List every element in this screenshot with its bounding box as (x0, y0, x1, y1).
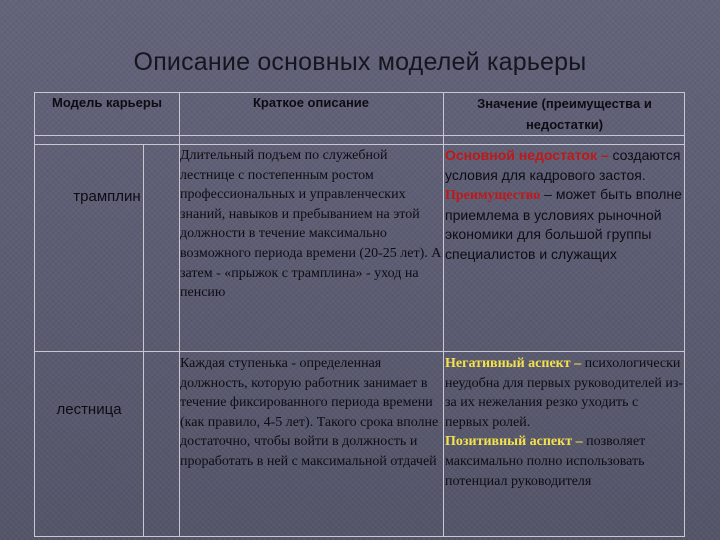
row-divider (35, 351, 684, 352)
header-divider (35, 135, 684, 136)
model-name-springboard: трамплин (73, 188, 141, 205)
header-description: Краткое описание (252, 95, 370, 110)
negative-label: Основной недостаток – (445, 147, 609, 163)
positive-text: – может быть вполне приемлема в условиях рыночной экономики для большой группы специалистов и служащих (445, 186, 682, 262)
negative-label: Негативный аспект – (445, 356, 582, 371)
positive-label: Преимущество (445, 188, 541, 204)
model-name-ladder: лестница (56, 401, 122, 418)
description-springboard: Длительный подъем по служебной лестнице с постепенным ростом профессиональных и управленческих знаний, навыков и пребыванием на этой должности в течение максимально возможного периода времени (20-25 лет). А затем - «прыжок с трамплина» - уход на пенсию (180, 148, 442, 301)
header-meaning: Значение (преимущества и недостатки) (477, 96, 652, 132)
negative-text: психологически неудобна для первых руководителей из-за их нежелания резко уходить с первых ролей. (445, 356, 684, 430)
column-divider-3 (443, 93, 444, 536)
description-ladder: Каждая ступенька - определенная должность, которую работник занимает в течение фиксированного периода времени (как правило, 4-5 лет). Такого срока вполне достаточно, чтобы войти в должность и проработать в ней с максимальной отдачей (180, 356, 439, 469)
header-divider-inner (35, 144, 684, 145)
header-model: Модель карьеры (52, 95, 162, 110)
negative-text: создаются условия для кадрового застоя. (445, 147, 681, 183)
slide-title: Описание основных моделей карьеры (133, 48, 587, 76)
career-models-table (34, 92, 685, 537)
meaning-springboard (445, 146, 685, 265)
positive-text: позволяет максимально полно использовать потенциал руководителя (445, 434, 646, 489)
meaning-ladder (445, 354, 685, 491)
positive-label: Позитивный аспект – (445, 434, 583, 450)
